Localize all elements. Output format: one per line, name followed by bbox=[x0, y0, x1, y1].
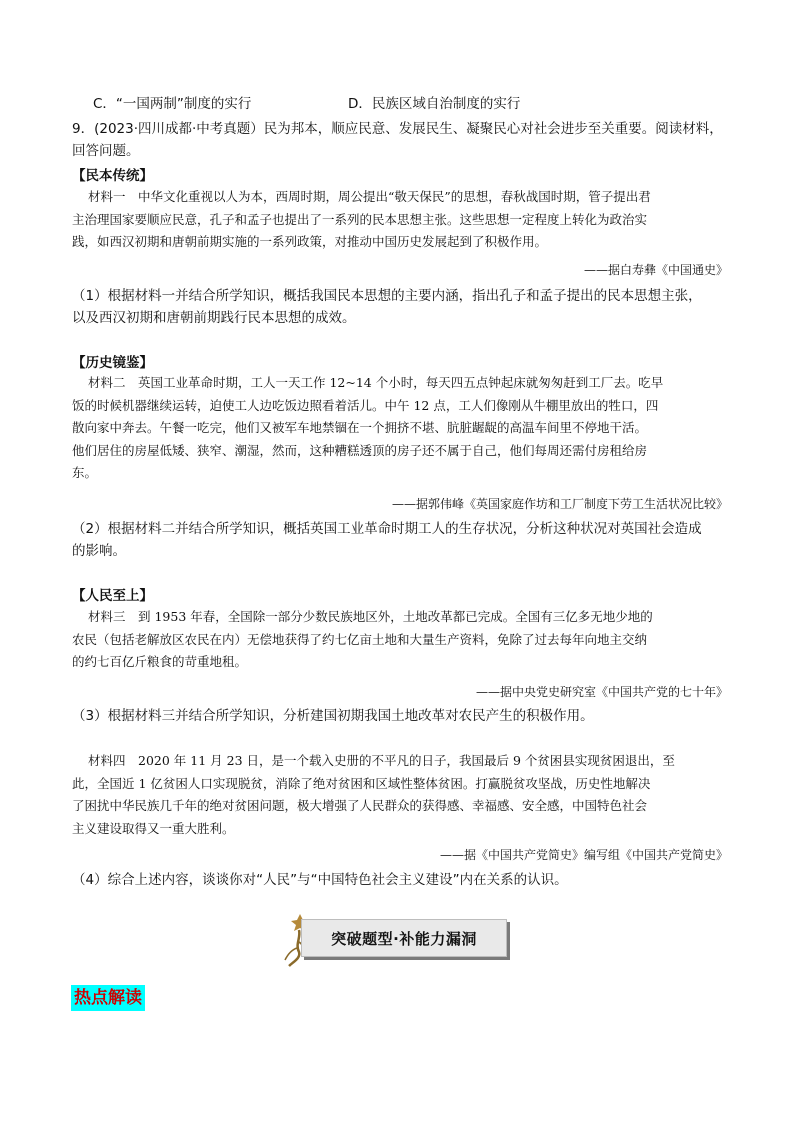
material-1-line: 践，如西汉初期和唐朝前期实施的一系列政策，对推动中国历史发展起到了积极作用。 bbox=[72, 234, 548, 249]
material-4 bbox=[72, 750, 728, 840]
material-1-line: 材料一 中华文化重视以人为本，西周时期，周公提出“敬天保民”的思想，春秋战国时期，管子提出君 bbox=[88, 189, 651, 204]
material-2-line: 材料二 英国工业革命时期，工人一天工作 12~14 个小时，每天四五点钟起床就匆匆赶到工厂去。吃早 bbox=[88, 375, 664, 390]
material-1 bbox=[72, 186, 728, 254]
material-4-line: 材料四 2020 年 11 月 23 日，是一个载入史册的不平凡的日子，我国最后 9 个贫困县实现贫困退出，至 bbox=[88, 753, 675, 768]
option-c: C．“一国两制”制度的实行 bbox=[93, 96, 252, 112]
material-2-line: 散向家中奔去。午餐一吃完，他们又被军车地禁锢在一个拥挤不堪、肮脏龌龊的高温车间里不停地干活。 bbox=[72, 420, 648, 435]
material-3 bbox=[72, 606, 728, 674]
section-heading-renmin: 【人民至上】 bbox=[72, 588, 153, 604]
material-2-line: 东。 bbox=[72, 465, 98, 480]
option-d: D．民族区域自治制度的实行 bbox=[348, 96, 521, 112]
section-banner bbox=[279, 912, 509, 968]
material-2-source: ——据郭伟峰《英国家庭作坊和工厂制度下劳工生活状况比较》 bbox=[391, 497, 728, 511]
sub-question-1-line: 以及西汉初期和唐朝前期践行民本思想的成效。 bbox=[72, 310, 356, 326]
sub-question-2-line: 的影响。 bbox=[72, 543, 126, 559]
material-3-line: 农民（包括老解放区农民在内）无偿地获得了约七亿亩土地和大量生产资料，免除了过去每年向地主交纳 bbox=[72, 631, 648, 647]
material-2-line: 饭的时候机器继续运转，迫使工人边吃饭边照看着活儿。中午 12 点，工人们像刚从牛棚里放出的牲口，四 bbox=[72, 397, 659, 413]
banner-label: 突破题型·补能力漏洞 bbox=[301, 919, 507, 957]
question-9-stem-line1: 9．(2023·四川成都·中考真题）民为邦本，顺应民意、发展民生、凝聚民心对社会进步至关重要。阅读材料， bbox=[72, 121, 723, 137]
material-2-line: 他们居住的房屋低矮、狭窄、潮湿，然而，这种糟糕透顶的房子还不属于自己，他们每周还需付房租给房 bbox=[72, 442, 648, 458]
sub-question-3 bbox=[72, 705, 732, 727]
material-4-line: 了困扰中华民族几千年的绝对贫困问题，极大增强了人民群众的获得感、幸福感、安全感，中国特色社会 bbox=[72, 798, 648, 813]
material-4-line: 此，全国近 1 亿贫困人口实现脱贫，消除了绝对贫困和区域性整体贫困。打赢脱贫攻坚战，历史性地解决 bbox=[72, 775, 651, 791]
question-9-stem-line2: 回答问题。 bbox=[72, 143, 140, 159]
sub-question-1-line: （1）根据材料一并结合所学知识，概括我国民本思想的主要内涵，指出孔子和孟子提出的民本思想主张， bbox=[72, 288, 702, 304]
sub-question-1 bbox=[72, 285, 732, 329]
sub-question-2 bbox=[72, 518, 732, 562]
material-4-line: 主义建设取得又一重大胜利。 bbox=[72, 820, 235, 836]
material-3-source: ——据中央党史研究室《中国共产党的七十年》 bbox=[475, 685, 728, 699]
sub-question-3-line: （3）根据材料三并结合所学知识，分析建国初期我国土地改革对农民产生的积极作用。 bbox=[72, 708, 594, 724]
sub-question-2-line: （2）根据材料二并结合所学知识，概括英国工业革命时期工人的生存状况，分析这种状况对英国社会造成 bbox=[72, 521, 702, 537]
material-4-source: ——据《中国共产党简史》编写组《中国共产党简史》 bbox=[439, 848, 728, 862]
section-heading-minben: 【民本传统】 bbox=[72, 168, 153, 184]
material-1-line: 主治理国家要顺应民意，孔子和孟子也提出了一系列的民本思想主张。这些思想一定程度上转化为政治实 bbox=[72, 211, 648, 227]
material-1-source: ——据白寿彝《中国通史》 bbox=[583, 263, 728, 277]
material-3-line: 的约七百亿斤粮食的苛重地租。 bbox=[72, 654, 248, 669]
material-2 bbox=[72, 372, 728, 485]
sub-question-4 bbox=[72, 869, 732, 891]
hotspot-heading: 热点解读 bbox=[71, 985, 145, 1011]
sub-question-4-line: （4）综合上述内容，谈谈你对“人民”与“中国特色社会主义建设”内在关系的认识。 bbox=[72, 872, 568, 888]
section-heading-lishi: 【历史镜鉴】 bbox=[72, 355, 153, 371]
material-3-line: 材料三 到 1953 年春，全国除一部分少数民族地区外，土地改革都已完成。全国有三亿多无地少地的 bbox=[88, 609, 653, 624]
